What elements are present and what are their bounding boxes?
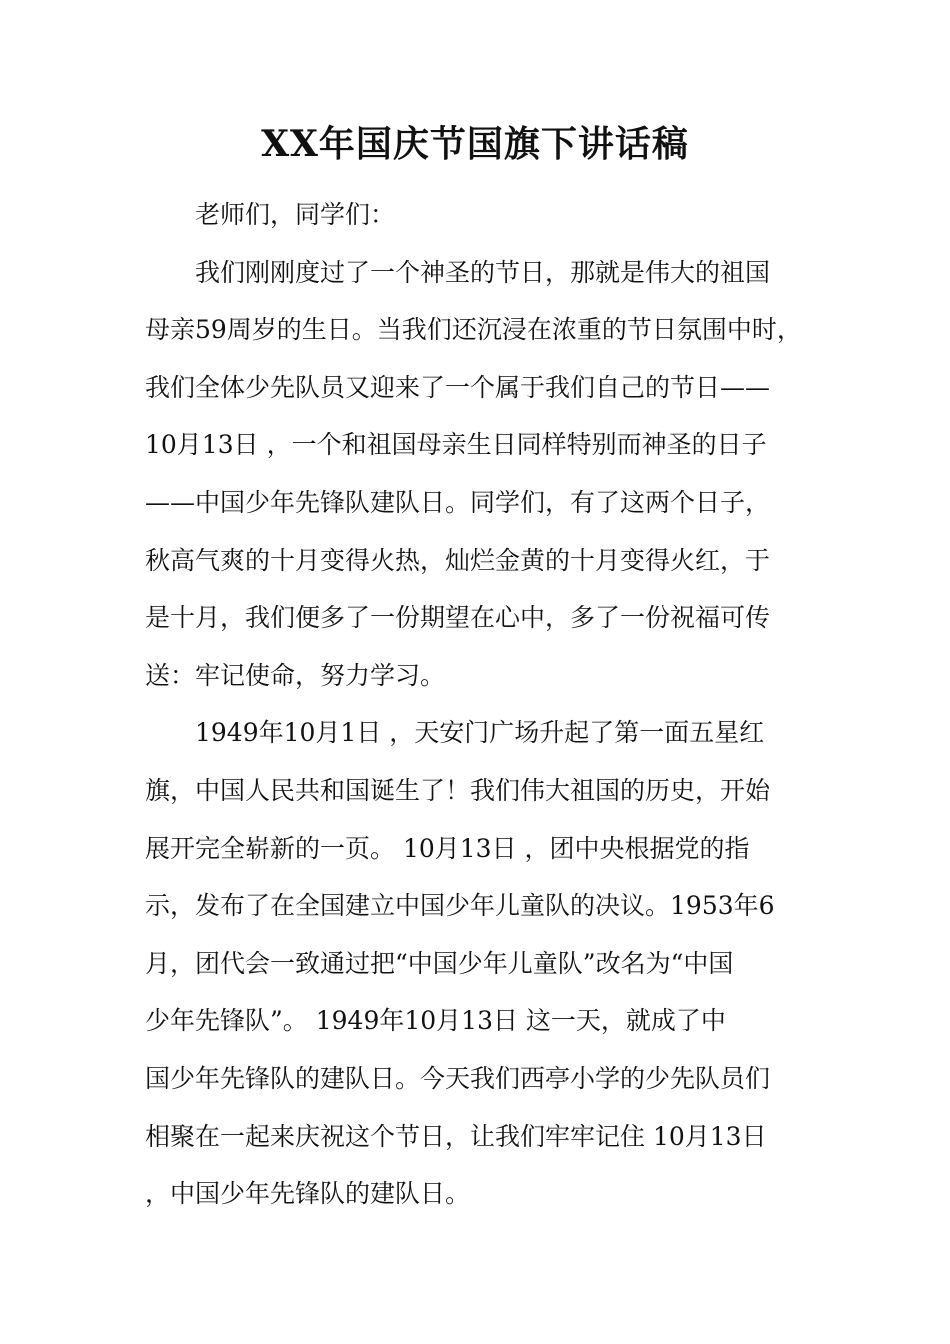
body-line: 秋高气爽的十月变得火热，灿烂金黄的十月变得火红，于 bbox=[145, 545, 771, 575]
body-line: 示，发布了在全国建立中国少年儿童队的决议。1953年6 bbox=[145, 891, 775, 921]
body-line: 国少年先锋队的建队日。今天我们西亭小学的少先队员们 bbox=[145, 1063, 771, 1093]
body-line: 10月13日 ，一个和祖国母亲生日同样特别而神圣的日子 bbox=[145, 430, 767, 460]
body-line: 送：牢记使命，努力学习。 bbox=[145, 660, 446, 690]
body-line: 我们全体少先队员又迎来了一个属于我们自己的节日—— bbox=[145, 372, 771, 402]
body-line: 老师们，同学们： bbox=[195, 200, 396, 229]
body-line: 旗，中国人民共和国诞生了！我们伟大祖国的历史，开始 bbox=[145, 775, 771, 805]
body-line: 展开完全崭新的一页。 10月13日 ，团中央根据党的指 bbox=[145, 833, 750, 863]
document-title: XX年国庆节国旗下讲话稿 bbox=[261, 123, 689, 165]
body-line: 母亲59周岁的生日。当我们还沉浸在浓重的节日氛围中时， bbox=[145, 315, 802, 345]
body-line: 我们刚刚度过了一个神圣的节日，那就是伟大的祖国 bbox=[195, 257, 771, 287]
body-line: 是十月，我们便多了一份期望在心中，多了一份祝福可传 bbox=[145, 603, 771, 633]
body-line: 1949年10月1日 ，天安门广场升起了第一面五星红 bbox=[195, 718, 765, 748]
body-line: ，中国少年先锋队的建队日。 bbox=[145, 1179, 471, 1209]
document-body bbox=[145, 186, 825, 1223]
body-line: 相聚在一起来庆祝这个节日，让我们牢牢记住 10月13日 bbox=[145, 1121, 767, 1151]
body-line: 月，团代会一致通过把“中国少年儿童队”改名为“中国 bbox=[145, 948, 734, 978]
body-line: 少年先锋队”。 1949年10月13日 这一天，就成了中 bbox=[145, 1006, 726, 1036]
body-line: ——中国少年先锋队建队日。同学们，有了这两个日子， bbox=[145, 487, 771, 517]
